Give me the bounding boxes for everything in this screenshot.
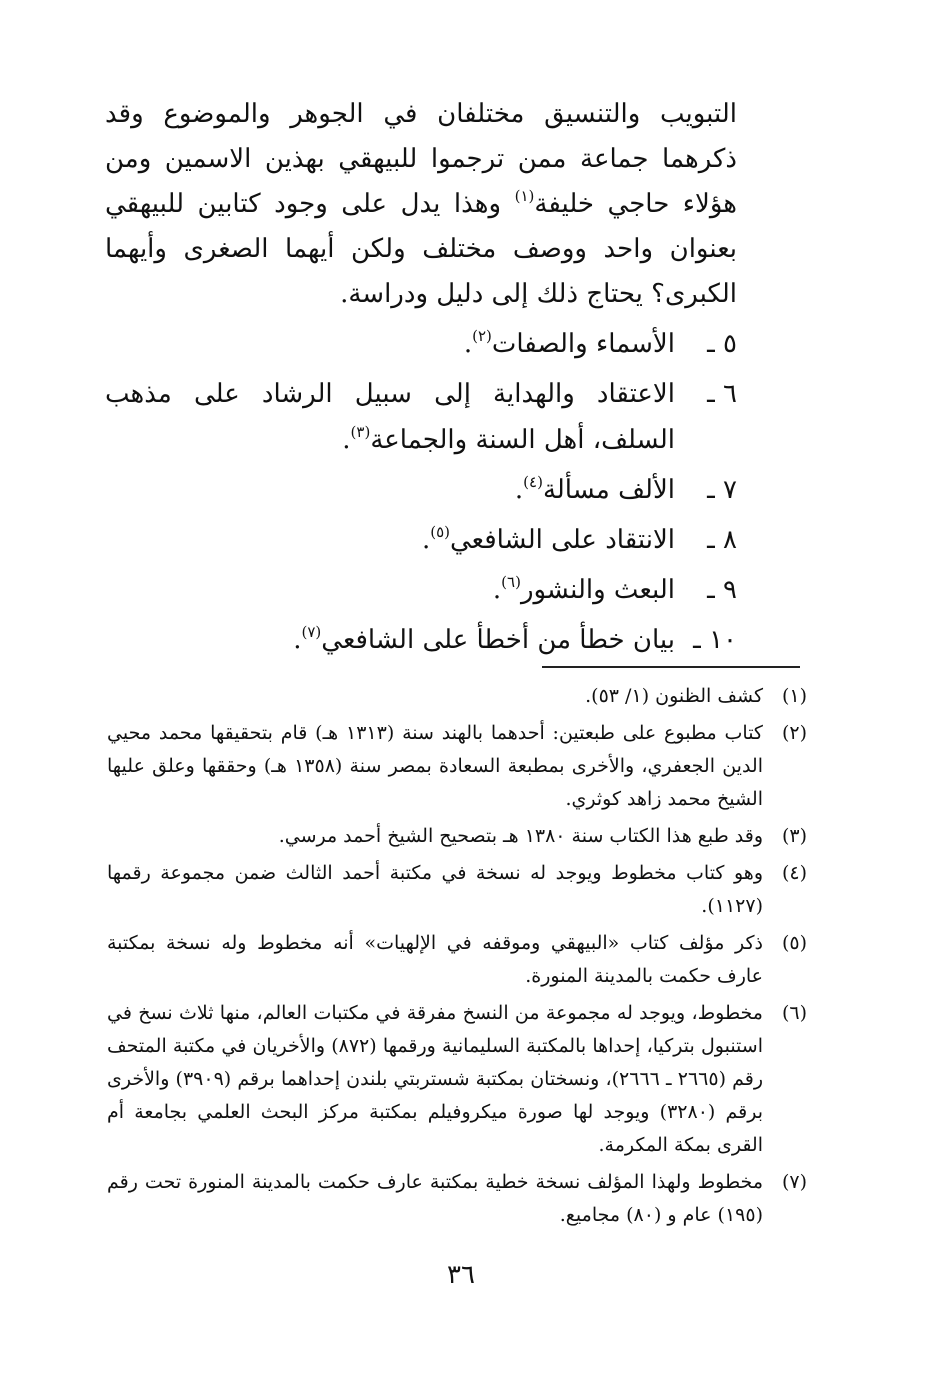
footnote-number: (٥) [781, 932, 807, 954]
page-number-text: ٣٦ [447, 1260, 475, 1290]
list-item-end: . [514, 475, 524, 505]
footnote-text: كتاب مطبوع على طبعتين: أحدهما بالهند سنة (١٣١٣ هـ) قام بتحقيقها محمد محيي الدين الجعفري، والأخرى بمطبعة السعادة بمصر سنة (١٣٥٨ هـ) وحققها وعلق عليها الشيخ محمد زاهد كوثري. [107, 722, 763, 810]
footnote [107, 997, 807, 1162]
list-item-text [105, 467, 675, 513]
list-item-title: البعث والنشور [520, 575, 675, 605]
list-item-end: . [342, 425, 351, 455]
footnote-ref: (٣) [350, 423, 371, 441]
footnote-number: (٧) [781, 1171, 807, 1193]
footnote-separator [542, 666, 800, 668]
footnote [107, 680, 807, 713]
body-paragraph [105, 92, 737, 317]
list-item-text [105, 371, 675, 463]
list-item-end: . [293, 625, 302, 655]
list-item [105, 517, 737, 563]
list-item-number: ٧ ـ [707, 475, 737, 505]
list-item-title: بيان خطأ من أخطأ على الشافعي [321, 625, 675, 655]
book-list [105, 321, 737, 663]
footnote-number: (١) [781, 685, 807, 707]
list-item-text [105, 321, 675, 367]
paragraph-text: التبويب والتنسيق مختلفان في الجوهر والموضوع وقد ذكرهما جماعة ممن ترجموا للبيهقي بهذين الاسمين ومن هؤلاء حاجي خليفة [105, 99, 737, 219]
footnote-text: كشف الظنون (١/ ٥٣). [585, 685, 763, 707]
list-item-number: ١٠ ـ [693, 625, 737, 655]
footnote-ref: (١) [514, 187, 535, 205]
footnote [107, 927, 807, 993]
list-item-title: الأسماء والصفات [491, 329, 675, 359]
footnote-ref: (٧) [301, 623, 322, 641]
list-item [105, 567, 737, 613]
paragraph-text-continued: وهذا يدل على وجود كتابين للبيهقي بعنوان واحد ووصف مختلف ولكن أيهما الصغرى وأيهما الكبرى؟ يحتاج ذلك إلى دليل ودراسة. [105, 189, 737, 309]
page-number [0, 1260, 942, 1290]
list-item-number: ٦ ـ [707, 379, 737, 409]
footnote-number: (٤) [781, 862, 807, 884]
footnote-text: مخطوط ولهذا المؤلف نسخة خطية بمكتبة عارف حكمت بالمدينة المنورة تحت رقم (١٩٥) عام و (٨٠) مجاميع. [107, 1171, 763, 1226]
footnote [107, 717, 807, 816]
footnote-ref: (٤) [523, 473, 543, 491]
list-item [105, 467, 737, 513]
list-item [105, 321, 737, 367]
list-item [105, 371, 737, 463]
list-item-end: . [421, 525, 431, 555]
list-item-title: الألف مسألة [542, 475, 675, 505]
footnote-ref: (٦) [501, 573, 521, 591]
footnote [107, 820, 807, 853]
list-item-number: ٩ ـ [707, 575, 737, 605]
list-item-number: ٥ ـ [707, 329, 737, 359]
list-item-end: . [463, 329, 473, 359]
footnote-number: (٢) [781, 722, 807, 744]
main-text [105, 92, 737, 663]
list-item-text [105, 567, 675, 613]
footnote-ref: (٥) [430, 523, 450, 541]
list-item-text [105, 617, 675, 663]
footnotes [107, 680, 807, 1236]
footnote-text: ذكر مؤلف كتاب «البيهقي وموقفه في الإلهيات» أنه مخطوط وله نسخة بمكتبة عارف حكمت بالمدينة المنورة. [107, 932, 763, 987]
list-item-title: الاعتقاد والهداية إلى سبيل الرشاد على مذهب السلف، أهل السنة والجماعة [105, 379, 675, 455]
footnote-ref: (٢) [472, 327, 492, 345]
list-item-text [105, 517, 675, 563]
list-item [105, 617, 737, 663]
footnote-text: مخطوط، ويوجد له مجموعة من النسخ مفرقة في مكتبات العالم، منها ثلاث نسخ في استنبول بتركيا، إحداها بالمكتبة السليمانية ورقمها (٨٧٢) والأخريان في مكتبة المتحف رقم (٢٦٦٥ ـ ٢٦٦٦)، ونسختان بمكتبة شستربتي بلندن إحداهما برقم (٣٩٠٩) والأخرى برقم (٣٢٨٠) ويوجد لها صورة ميكروفيلم بمكتبة مركز البحث العلمي بجامعة أم القرى بمكة المكرمة. [107, 1002, 764, 1156]
list-item-title: الانتقاد على الشافعي [449, 525, 675, 555]
footnote [107, 1166, 807, 1232]
footnote [107, 857, 807, 923]
list-item-end: . [492, 575, 502, 605]
footnote-text: وهو كتاب مخطوط ويوجد له نسخة في مكتبة أحمد الثالث ضمن مجموعة رقمها (١١٢٧). [107, 862, 763, 917]
footnote-number: (٣) [781, 825, 807, 847]
footnote-number: (٦) [781, 1002, 807, 1024]
list-item-number: ٨ ـ [707, 525, 737, 555]
footnote-text: وقد طبع هذا الكتاب سنة ١٣٨٠ هـ بتصحيح الشيخ أحمد مرسي. [278, 825, 763, 847]
